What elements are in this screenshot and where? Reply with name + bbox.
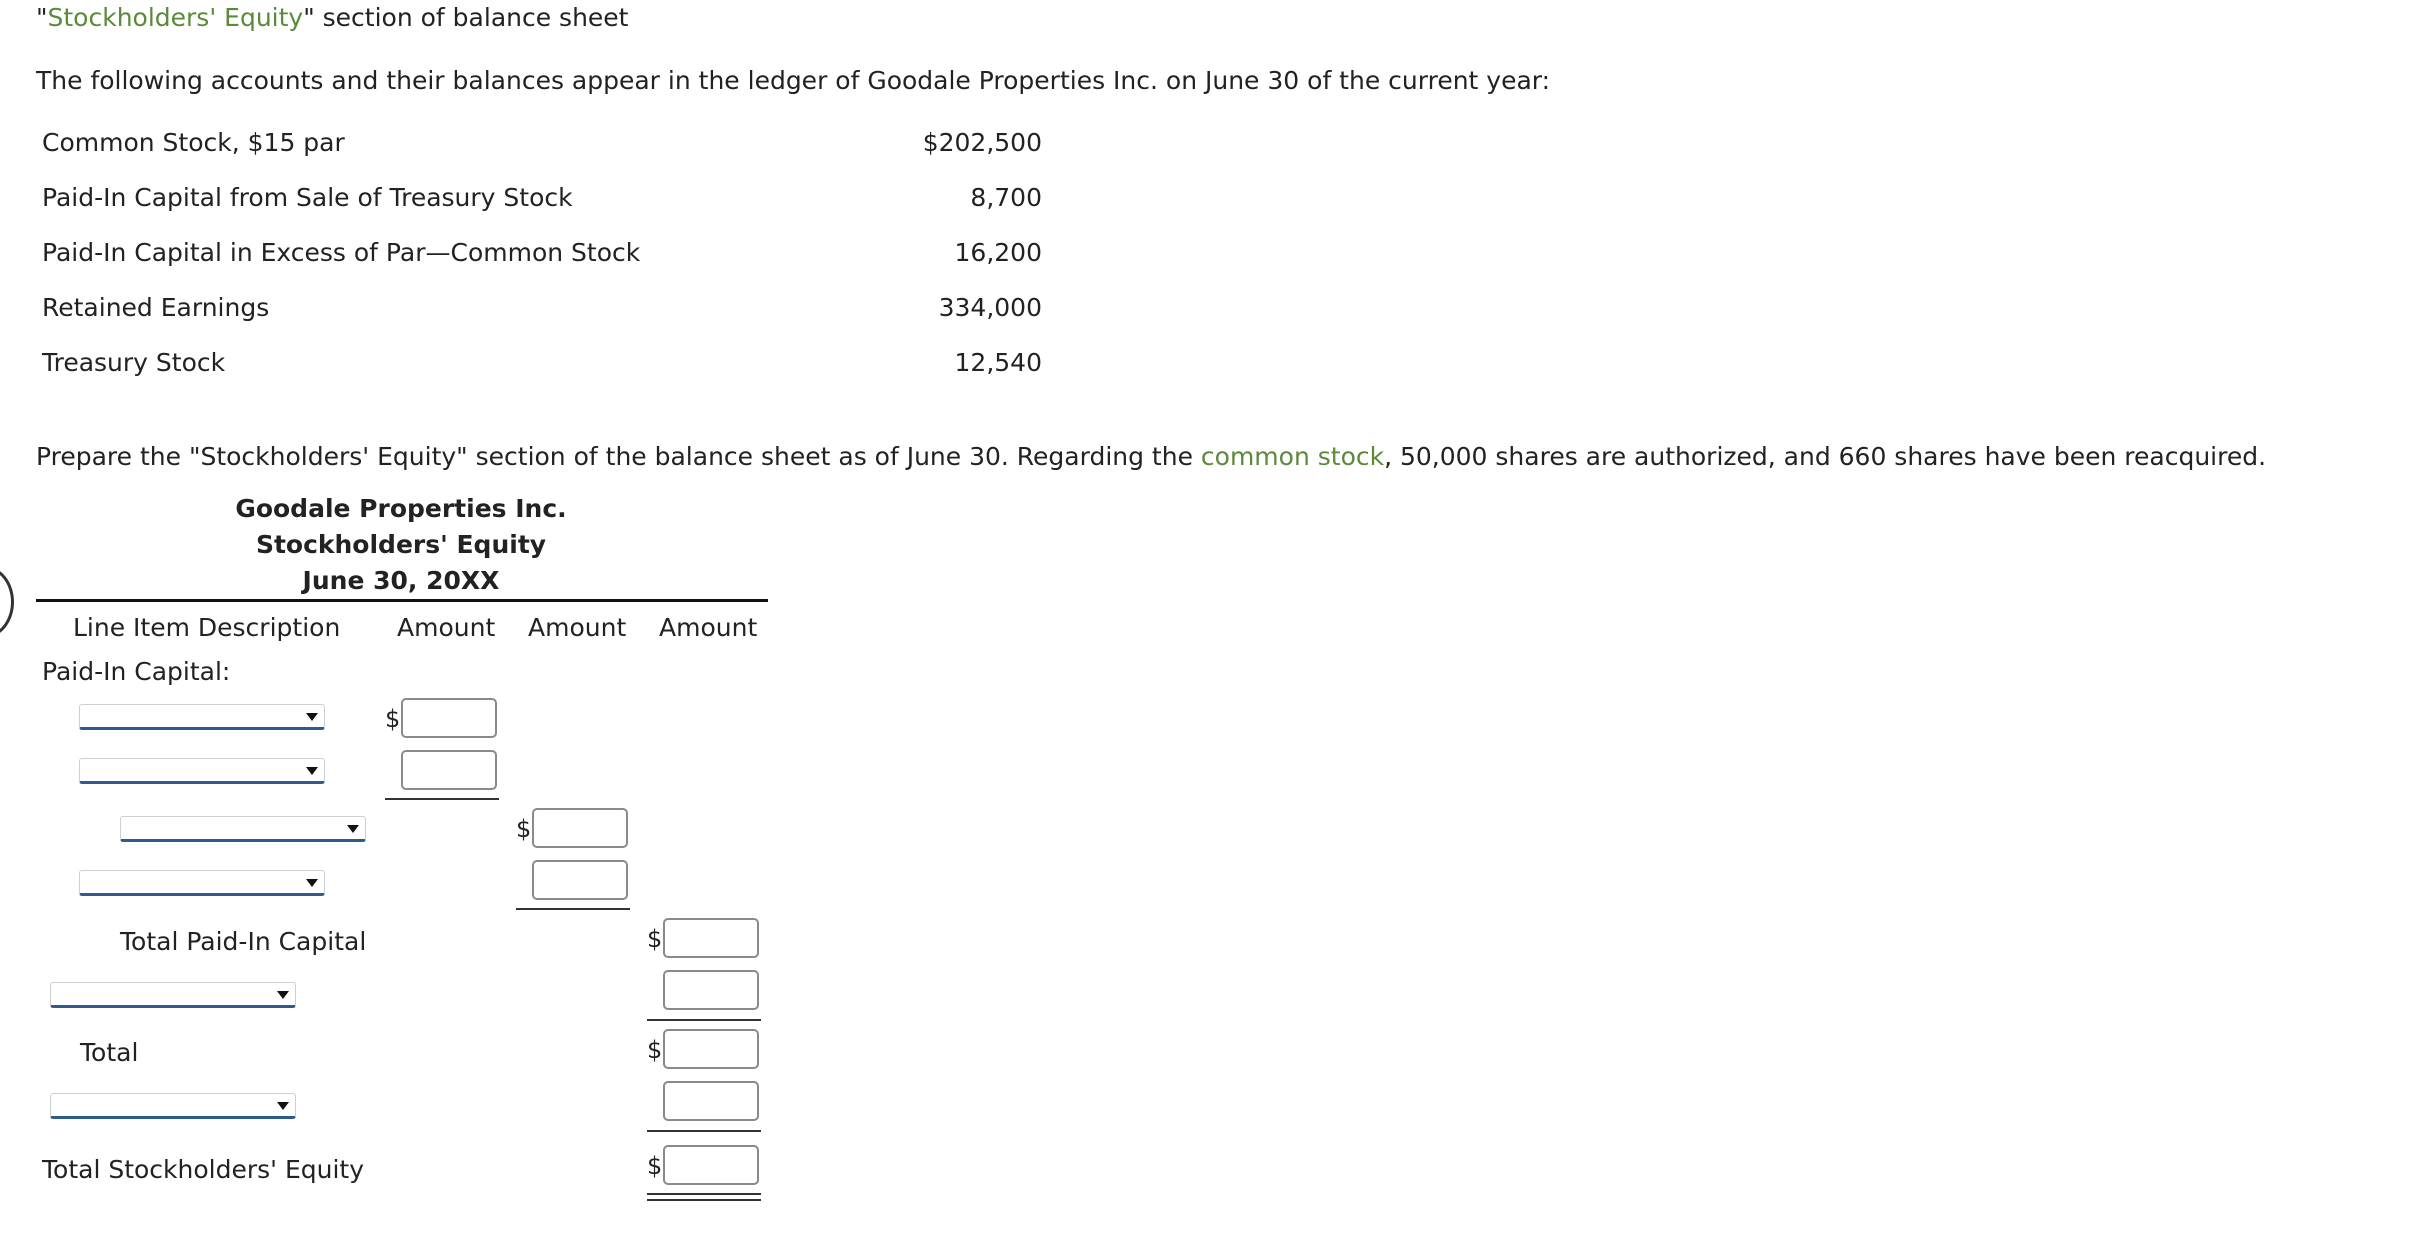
ledger-account: Paid-In Capital from Sale of Treasury Stock <box>42 183 573 212</box>
ledger-balance: 16,200 <box>954 238 1042 267</box>
title-open-quote: " <box>36 3 48 32</box>
dollar-sign: $ <box>385 705 401 733</box>
total-paid-in-capital-input[interactable] <box>663 918 759 958</box>
ledger-balance: 8,700 <box>970 183 1042 212</box>
stockholders-equity-link[interactable]: Stockholders' Equity <box>47 3 304 32</box>
dollar-sign: $ <box>647 925 663 953</box>
line-item-dropdown-4[interactable] <box>79 870 325 896</box>
amount-input-col2-2[interactable] <box>532 860 628 900</box>
ledger-balance: 12,540 <box>954 348 1042 377</box>
instruction-text <box>36 442 2266 472</box>
ledger-balance: 334,000 <box>938 293 1042 322</box>
chevron-down-icon <box>306 767 318 775</box>
chevron-down-icon <box>277 1102 289 1110</box>
amount-input-col3-2[interactable] <box>663 970 759 1010</box>
chevron-down-icon <box>306 713 318 721</box>
ledger-balance: $202,500 <box>922 128 1042 157</box>
dollar-sign: $ <box>516 815 532 843</box>
double-underline <box>647 1193 761 1201</box>
paid-in-capital-label: Paid-In Capital: <box>42 657 231 686</box>
subtotal-underline <box>385 798 499 800</box>
col-header-description: Line Item Description <box>73 613 341 642</box>
total-input[interactable] <box>663 1029 759 1069</box>
statement-company: Goodale Properties Inc. <box>235 494 567 523</box>
col-header-amount-2: Amount <box>528 613 627 642</box>
dollar-sign: $ <box>647 1036 663 1064</box>
chevron-down-icon <box>277 991 289 999</box>
ledger-account: Common Stock, $15 par <box>42 128 345 157</box>
statement-date: June 30, 20XX <box>302 566 500 595</box>
line-item-dropdown-6[interactable] <box>50 1093 296 1119</box>
statement-title: Stockholders' Equity <box>255 530 547 559</box>
instruction-before: Prepare the "Stockholders' Equity" section of the balance sheet as of June 30. Regarding the <box>36 442 1201 471</box>
ledger-account: Paid-In Capital in Excess of Par—Common Stock <box>42 238 641 267</box>
heading-rule <box>36 599 768 602</box>
page-title <box>36 3 628 33</box>
subtotal-underline <box>647 1130 761 1132</box>
chevron-down-icon <box>347 825 359 833</box>
line-item-dropdown-1[interactable] <box>79 704 325 730</box>
total-stockholders-equity-input[interactable] <box>663 1145 759 1185</box>
col-header-amount-3: Amount <box>659 613 758 642</box>
total-stockholders-equity-label: Total Stockholders' Equity <box>42 1155 365 1184</box>
title-rest: " section of balance sheet <box>303 3 629 32</box>
col-header-amount-1: Amount <box>397 613 496 642</box>
edge-circle-icon <box>0 566 14 638</box>
line-item-dropdown-2[interactable] <box>79 758 325 784</box>
instruction-after: , 50,000 shares are authorized, and 660 shares have been reacquired. <box>1384 442 2267 471</box>
ledger-account: Treasury Stock <box>42 348 226 377</box>
dollar-sign: $ <box>647 1152 663 1180</box>
total-label: Total <box>80 1038 139 1067</box>
amount-input-col1-1[interactable] <box>401 698 497 738</box>
total-paid-in-capital-label: Total Paid-In Capital <box>120 927 367 956</box>
subtotal-underline <box>647 1019 761 1021</box>
chevron-down-icon <box>306 879 318 887</box>
amount-input-col2-1[interactable] <box>532 808 628 848</box>
subtotal-underline <box>516 908 630 910</box>
amount-input-col1-2[interactable] <box>401 750 497 790</box>
common-stock-link[interactable]: common stock <box>1200 442 1385 471</box>
ledger-account: Retained Earnings <box>42 293 270 322</box>
line-item-dropdown-5[interactable] <box>50 982 296 1008</box>
intro-text: The following accounts and their balances appear in the ledger of Goodale Properties Inc. on June 30 of the current year: <box>36 66 1551 95</box>
line-item-dropdown-3[interactable] <box>120 816 366 842</box>
amount-input-col3-4[interactable] <box>663 1081 759 1121</box>
